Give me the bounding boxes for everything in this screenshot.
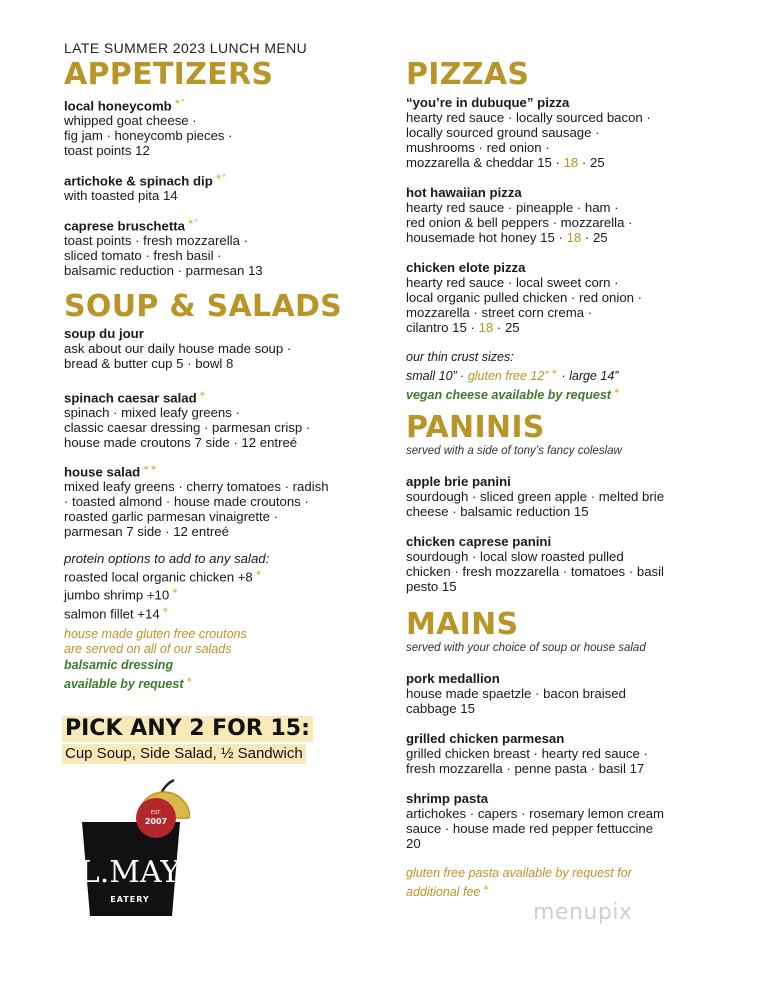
- menu-title: LATE SUMMER 2023 LUNCH MENU: [64, 40, 308, 56]
- item-desc-line: toast points 12: [64, 143, 150, 159]
- section-title-mains: MAINS: [406, 607, 519, 642]
- item-desc-line: ask about our daily house made soup ·: [64, 341, 292, 356]
- gf-pasta-note-line-2: additional fee ✶: [406, 883, 490, 900]
- item-name: “you’re in dubuque” pizza: [406, 95, 570, 110]
- item-desc-line: artichokes · capers · rosemary lemon cream: [406, 806, 664, 821]
- item-desc-line: · toasted almond · house made croutons ·: [64, 494, 309, 510]
- vegetarian-star-icon: ✶✶: [142, 463, 158, 473]
- vegan-star-icon: ✶: [185, 675, 194, 685]
- item-name: shrimp pasta: [406, 791, 489, 806]
- menu-item-hawaiian-pizza: [406, 185, 633, 245]
- item-desc-line: hearty red sauce · locally sourced bacon ·: [406, 110, 651, 125]
- item-desc-line: locally sourced ground sausage ·: [406, 125, 600, 140]
- croutons-note-line-1: house made gluten free croutons: [64, 627, 247, 641]
- dressing-note-line-1: balsamic dressing: [64, 658, 174, 672]
- item-desc-line: whipped goat cheese ·: [64, 113, 197, 129]
- menu-item-dubuque-pizza: [406, 95, 651, 170]
- menu-item-shrimp-pasta: [406, 791, 664, 851]
- item-desc-line: toast points · fresh mozzarella ·: [64, 233, 248, 249]
- menu-item-apple-brie-panini: [406, 474, 664, 519]
- mains-subtitle: served with your choice of soup or house salad: [406, 642, 646, 654]
- item-price-line: housemade hot honey 15 · 18 · 25: [406, 230, 608, 245]
- gluten-free-star-icon: ✶*: [173, 97, 185, 107]
- protein-salmon: salmon fillet +14: [64, 606, 160, 622]
- gf-pasta-note: [406, 866, 632, 900]
- item-desc-line: sauce · house made red pepper fettuccine: [406, 821, 654, 836]
- croutons-note: [64, 627, 247, 657]
- item-desc-line: mushrooms · red onion ·: [406, 140, 550, 155]
- item-desc-line: parmesan 7 side · 12 entreé: [64, 524, 229, 540]
- item-desc-line: sourdough · local slow roasted pulled: [406, 549, 624, 564]
- protein-shrimp: jumbo shrimp +10: [64, 587, 170, 603]
- item-desc-line: red onion & bell peppers · mozzarella ·: [406, 215, 633, 230]
- item-desc-line: chicken · fresh mozzarella · tomatoes · basil: [406, 564, 664, 579]
- item-desc-line: balsamic reduction · parmesan 13: [64, 263, 263, 279]
- item-name: house salad: [64, 464, 141, 480]
- item-price-line: mozzarella & cheddar 15 · 18 · 25: [406, 155, 605, 170]
- section-title-soups: SOUP & SALADS: [64, 289, 343, 324]
- item-desc-line: grilled chicken breast · hearty red sauce ·: [406, 746, 648, 761]
- item-desc-line: sliced tomato · fresh basil ·: [64, 248, 222, 264]
- crust-sizes: [406, 350, 621, 403]
- menu-item-soup-du-jour: [64, 326, 291, 371]
- item-name: pork medallion: [406, 671, 500, 686]
- vegan-star-icon: ✶: [612, 386, 621, 397]
- promo-subtitle: Cup Soup, Side Salad, ½ Sandwich: [62, 744, 306, 764]
- protein-line: [64, 603, 269, 621]
- menupix-watermark: menupix: [533, 900, 633, 925]
- croutons-note-line-2: are served on all of our salads: [64, 642, 232, 656]
- gluten-free-star-icon: ✶: [550, 367, 558, 377]
- vegan-note: vegan cheese available by request ✶: [406, 386, 621, 403]
- crust-sizes-line: small 10” · gluten free 12” ✶ · large 14”: [406, 367, 619, 384]
- gluten-free-star-icon: ✶: [482, 883, 490, 893]
- item-desc-line: hearty red sauce · pineapple · ham ·: [406, 200, 619, 215]
- dressing-note: [64, 658, 193, 692]
- item-desc-line: cabbage 15: [406, 701, 475, 716]
- dressing-note-line-2: available by request ✶: [64, 675, 194, 692]
- gluten-free-star-icon: ✶: [161, 604, 170, 615]
- gluten-free-star-icon: ✶: [254, 568, 263, 578]
- l-may-eatery-logo: [80, 778, 190, 918]
- item-name: hot hawaiian pizza: [406, 185, 522, 200]
- item-desc-line: roasted garlic parmesan vinaigrette ·: [64, 509, 279, 525]
- item-desc-line: 20: [406, 836, 421, 851]
- protein-chicken: roasted local organic chicken +8: [64, 569, 253, 585]
- menu-item-elote-pizza: [406, 260, 642, 335]
- paninis-subtitle: served with a side of tony’s fancy coleslaw: [406, 445, 622, 457]
- gluten-free-star-icon: ✶*: [186, 217, 198, 227]
- item-name: soup du jour: [64, 326, 144, 341]
- item-name: artichoke & spinach dip: [64, 173, 213, 189]
- item-name: caprese bruschetta: [64, 218, 185, 234]
- section-title-paninis: PANINIS: [406, 410, 545, 445]
- item-desc-line: house made spaetzle · bacon braised: [406, 686, 626, 701]
- promo-title: PICK ANY 2 FOR 15:: [62, 716, 313, 742]
- menu-item-house-salad: [64, 461, 329, 539]
- item-desc-line: sourdough · sliced green apple · melted brie: [406, 489, 665, 504]
- item-desc-line: house made croutons 7 side · 12 entreé: [64, 435, 298, 451]
- vegetarian-star-icon: ✶: [198, 389, 207, 399]
- item-desc-line: bread & butter cup 5 · bowl 8: [64, 356, 234, 371]
- protein-line: [64, 566, 269, 584]
- item-desc-line: classic caesar dressing · parmesan crisp ·: [64, 420, 311, 436]
- protein-options: [64, 551, 269, 621]
- item-desc-line: cheese · balsamic reduction 15: [406, 504, 589, 519]
- logo-name: L.MAY: [80, 855, 181, 890]
- logo-est: EST.: [150, 810, 162, 816]
- item-desc-line: spinach · mixed leafy greens ·: [64, 405, 240, 421]
- gluten-free-star-icon: ✶: [171, 586, 179, 597]
- menu-item-artichoke-dip: [64, 170, 226, 203]
- section-title-pizzas: PIZZAS: [406, 57, 530, 92]
- protein-line: [64, 584, 269, 602]
- crust-sizes-header: our thin crust sizes:: [406, 350, 514, 364]
- menu-item-caprese-bruschetta: [64, 215, 263, 278]
- logo-sub: EATERY: [110, 895, 150, 904]
- item-desc-line: pesto 15: [406, 579, 457, 594]
- gf-pasta-note-line-1: gluten free pasta available by request for: [406, 866, 632, 880]
- section-title-appetizers: APPETIZERS: [64, 57, 274, 92]
- item-desc-line: fresh mozzarella · penne pasta · basil 17: [406, 761, 645, 776]
- item-desc-line: local organic pulled chicken · red onion ·: [406, 290, 643, 305]
- item-name: chicken caprese panini: [406, 534, 552, 549]
- item-desc-line: mozzarella · street corn crema ·: [406, 305, 593, 320]
- item-desc-line: with toasted pita 14: [64, 188, 178, 204]
- item-desc-line: hearty red sauce · local sweet corn ·: [406, 275, 619, 290]
- item-name: local honeycomb: [64, 98, 172, 114]
- item-name: grilled chicken parmesan: [406, 731, 565, 746]
- item-name: chicken elote pizza: [406, 260, 526, 275]
- item-name: spinach caesar salad: [64, 390, 197, 406]
- logo-year: 2007: [144, 817, 168, 826]
- protein-header: protein options to add to any salad:: [64, 551, 270, 566]
- item-desc-line: fig jam · honeycomb pieces ·: [64, 128, 233, 144]
- item-desc-line: mixed leafy greens · cherry tomatoes · radish: [64, 479, 329, 495]
- menu-item-pork-medallion: [406, 671, 626, 716]
- menu-item-spinach-caesar: [64, 387, 310, 450]
- item-name: apple brie panini: [406, 474, 511, 489]
- menu-item-chicken-parmesan: [406, 731, 648, 776]
- gluten-free-star-icon: ✶*: [214, 172, 226, 182]
- menu-item-chicken-caprese-panini: [406, 534, 664, 594]
- item-price-line: cilantro 15 · 18 · 25: [406, 320, 520, 335]
- menu-item-honeycomb: [64, 95, 233, 158]
